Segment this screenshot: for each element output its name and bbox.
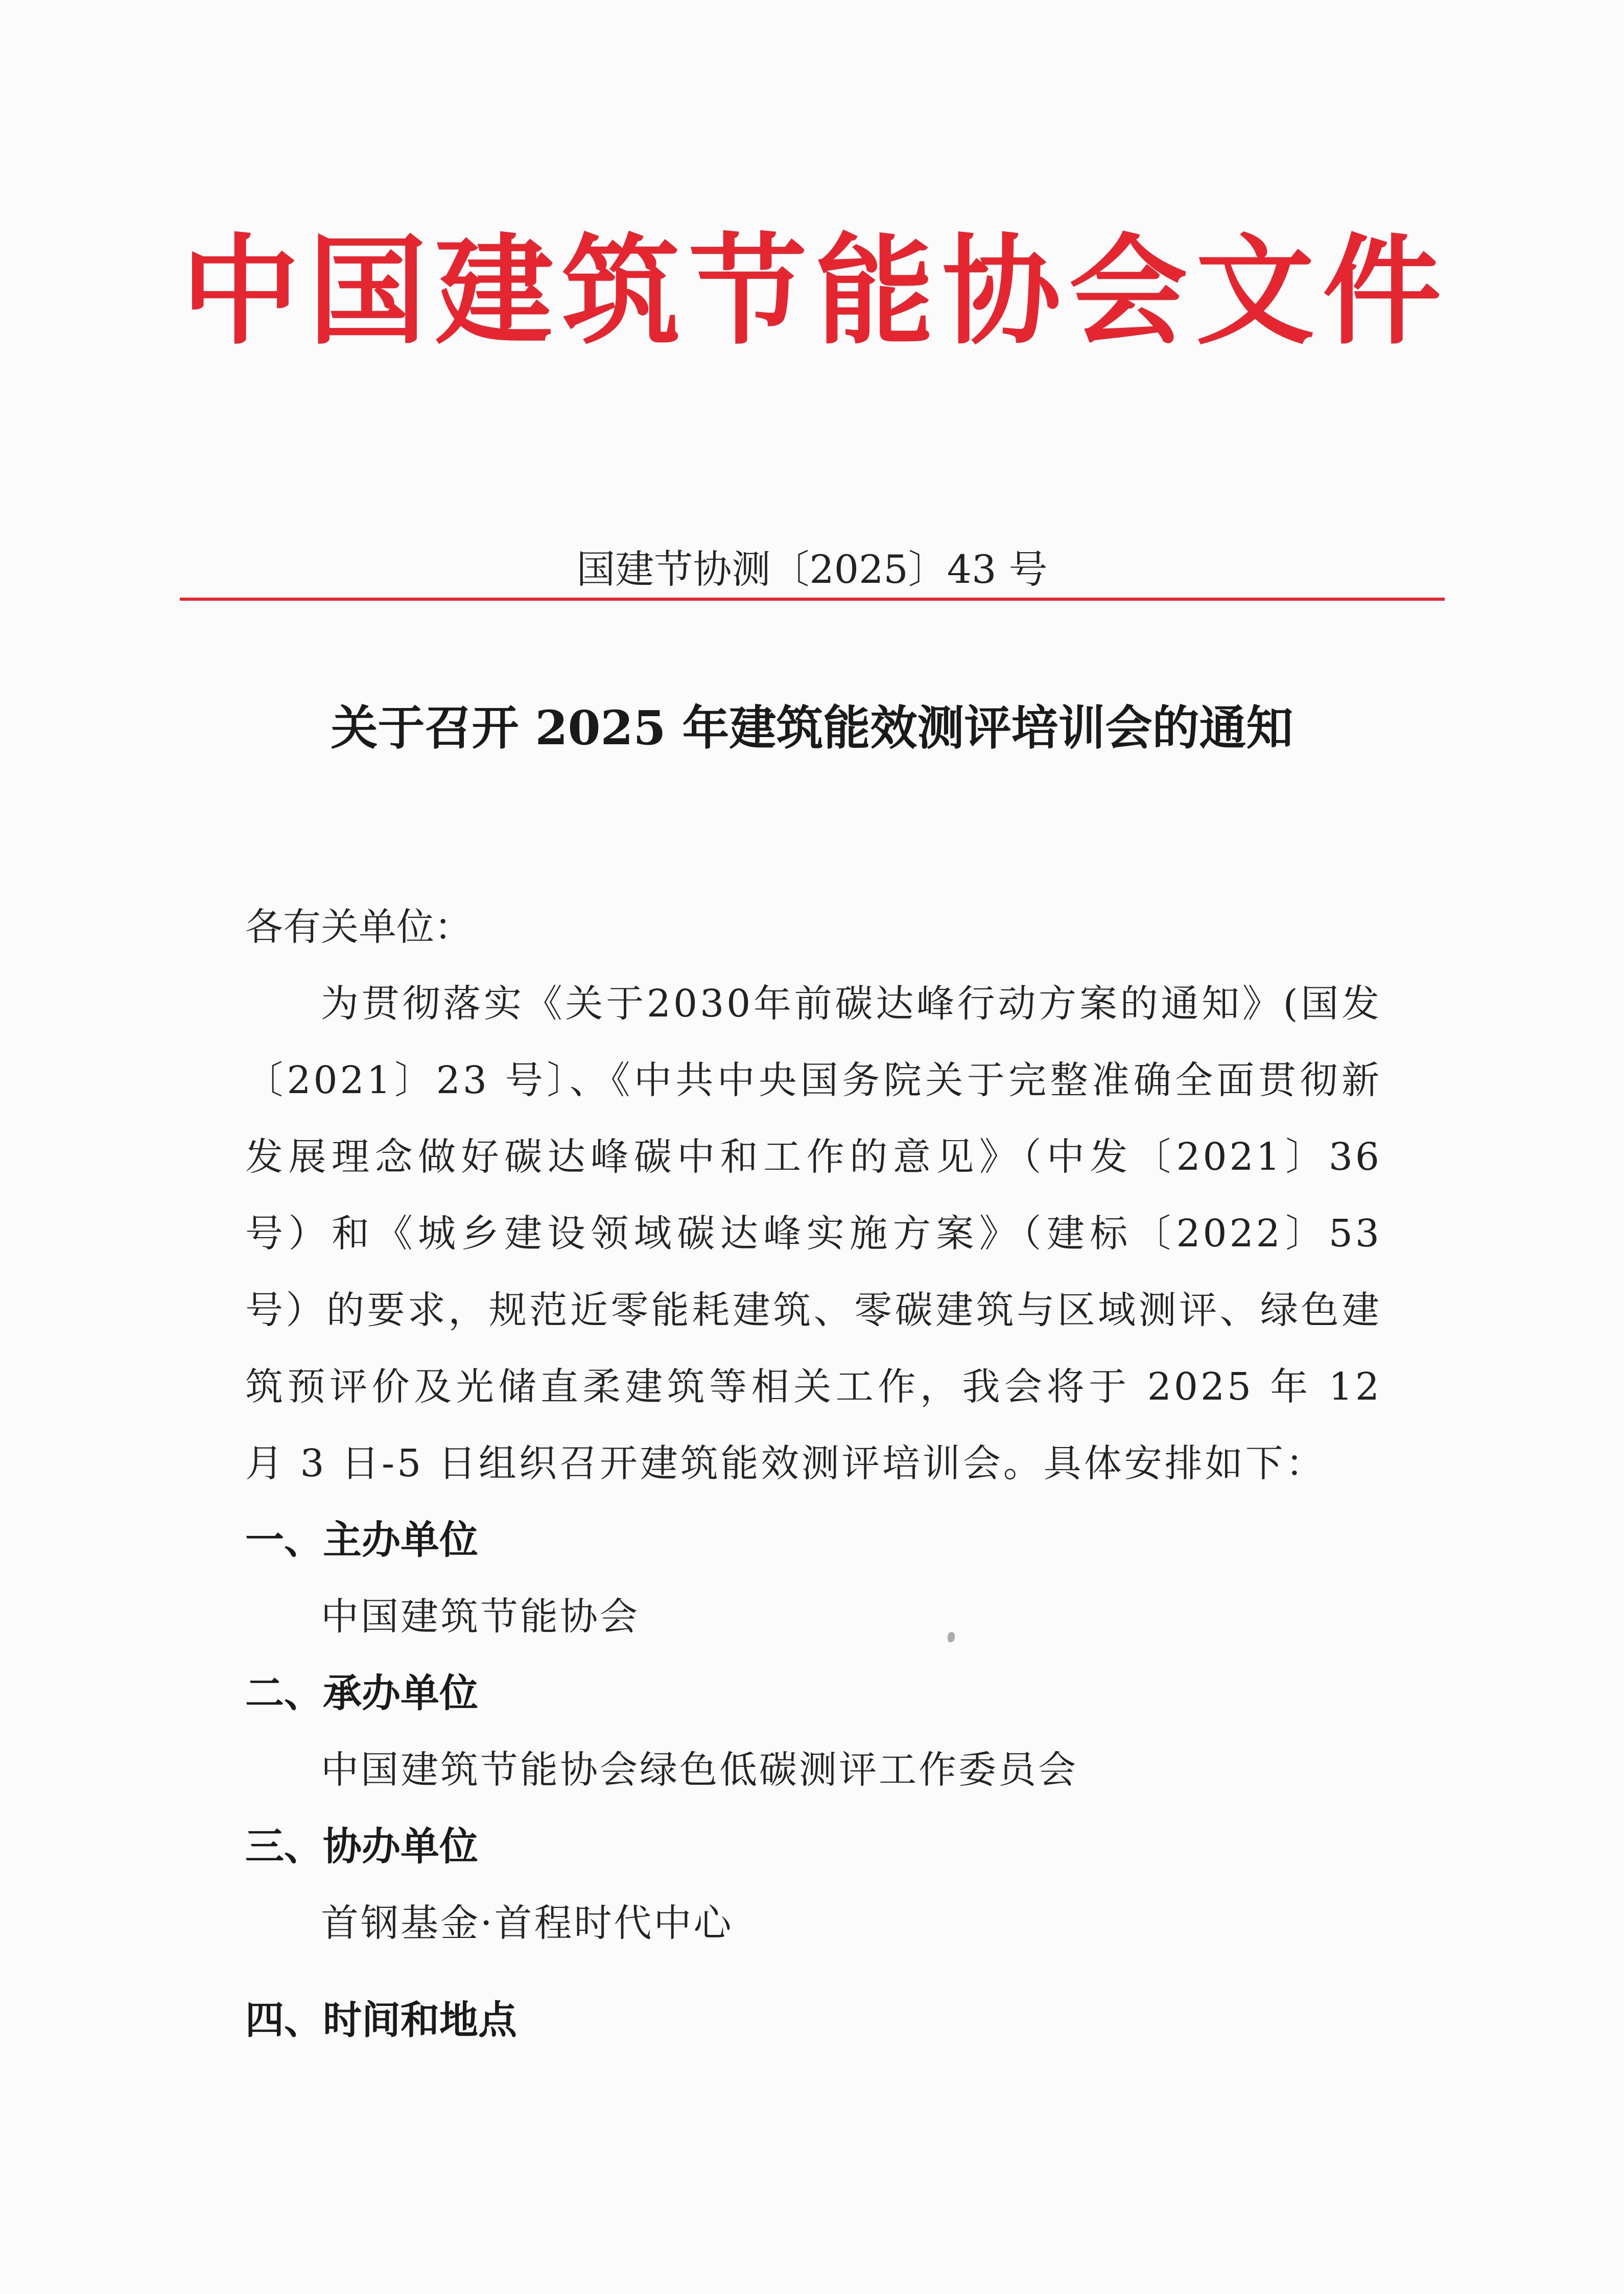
notice-body	[245, 889, 1382, 2059]
salutation: 各有关单位：	[245, 905, 472, 949]
section-content-co-organizer: 首钢基金·首程时代中心	[321, 1901, 734, 1945]
intro-paragraph: 为贯彻落实《关于2030年前碳达峰行动方案的通知》(国发〔2021〕23 号〕、《中共中央国务院关于完整准确全面贯彻新发展理念做好碳达峰碳中和工作的意见》（中发〔2021〕36 号）和《城乡建设领域碳达峰实施方案》（建标〔2022〕53 号）的要求，规范近零能耗建筑、零碳建筑与区域测评、绿色建筑预评价及光储直柔建筑等相关工作，我会将于 2025 年 12 月 3 日-5 日组织召开建筑能效测评培训会。具体安排如下：	[245, 982, 1382, 1485]
scan-speck-mark	[948, 1632, 955, 1642]
red-divider-line	[180, 598, 1445, 601]
document-number: 国建节协测〔2025〕43 号	[576, 547, 1048, 592]
section-spacer	[245, 1961, 1382, 1982]
section-heading-co-organizer: 三、协办单位	[245, 1824, 478, 1869]
section-heading-host: 一、主办单位	[245, 1517, 478, 1563]
section-heading-time-place: 四、时间和地点	[245, 1997, 517, 2043]
masthead-title: 中国建筑节能协会文件	[181, 221, 1443, 361]
section-heading-organizer: 二、承办单位	[245, 1670, 478, 1716]
section-content-host: 中国建筑节能协会	[321, 1595, 640, 1639]
notice-title: 关于召开 2025 年建筑能效测评培训会的通知	[331, 700, 1293, 755]
section-content-organizer: 中国建筑节能协会绿色低碳测评工作委员会	[321, 1748, 1078, 1792]
